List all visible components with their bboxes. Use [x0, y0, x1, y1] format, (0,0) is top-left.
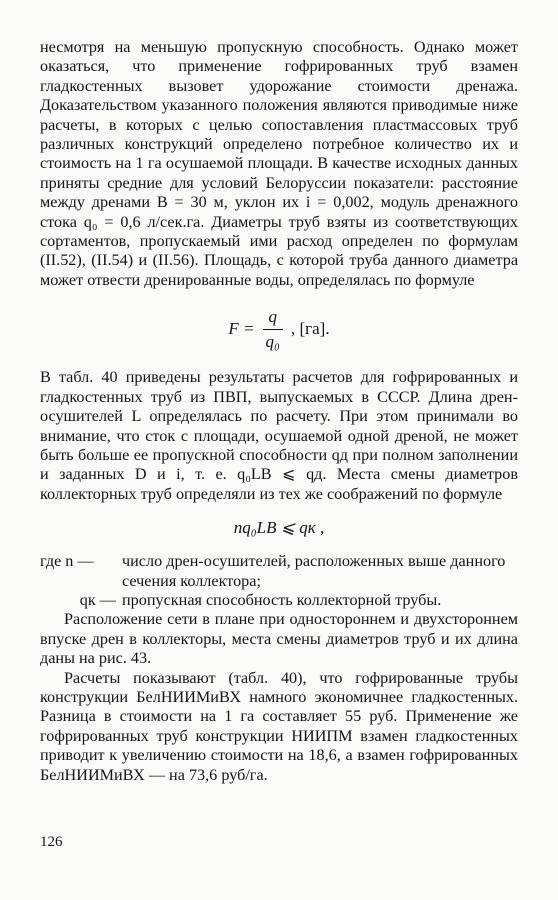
page-number: 126	[40, 834, 63, 850]
paragraph-1: несмотря на меньшую пропускную способность. Однако может оказаться, что применение гофрированных труб взамен гладкостенных вызовет удорожание стоимости дренажа. Доказательством указанного положения являются приводимые ниже расчеты, в которых с целью сопоставления пластмассовых труб различных конструкций определено потребное количество их и стоимость на 1 га осушаемой площади. В качестве исходных данных приняты средние для условий Белоруссии показатели: расстояние между дренами B = 30 м, уклон их i = 0,002, модуль дренажного стока q₀ = 0,6 л/сек.га. Диаметры труб взяты из соответствующих сортаментов, пропускаемый ими расход определен по формулам (II.52), (II.54) и (II.56). Площадь, с которой труба данного диаметра может отвести дренированные воды, определялась по формуле	[40, 38, 518, 289]
paragraph-3: Расположение сети в плане при одностороннем и двухстороннем впуске дрен в коллекторы, места смены диаметров труб и их длина даны на рис. 43.	[40, 610, 518, 668]
formula-area-denominator: q₀	[265, 331, 280, 351]
legend-label: где n —	[40, 552, 94, 571]
legend-label: qк —	[79, 590, 116, 609]
legend-text: число дрен-осушителей, расположенных выше данного сечения коллектора;	[122, 552, 506, 590]
formula-legend	[40, 552, 518, 610]
legend-text: пропускная способность коллекторной трубы.	[122, 590, 442, 609]
legend-row	[40, 552, 518, 591]
formula-area-numerator: q	[263, 307, 284, 330]
formula-area	[40, 306, 518, 352]
legend-row	[40, 591, 518, 610]
formula-collector: nq₀LB ⩽ qк ,	[233, 518, 325, 538]
paragraph-4: Расчеты показывают (табл. 40), что гофрированные трубы конструкции БелНИИМиВХ намного экономичнее гладкостенных. Разница в стоимости на 1 га составляет 55 руб. Применение же гофрированных труб конструкции НИИПМ взамен гладкостенных приводит к увеличению стоимости на 18,6, а взамен гофрированных БелНИИМиВХ — на 73,6 руб/га.	[40, 668, 518, 784]
paragraph-2: В табл. 40 приведены результаты расчетов для гофрированных и гладкостенных труб из ПВП, выпускаемых в СССР. Длина дрен-осушителей L определялась по расчету. При этом принимали во внимание, что сток с площади, осушаемой одной дреной, не может быть больше ее пропускной способности qд при полном заполнении и заданных D и i, т. е. q₀LB ⩽ qд. Места смены диаметров коллекторных труб определяли из тех же соображений по формуле	[40, 368, 518, 503]
text-body	[40, 38, 518, 785]
formula-area-fraction	[263, 307, 284, 352]
formula-area-unit: , [га].	[291, 319, 330, 339]
formula-area-lhs: F =	[228, 319, 255, 339]
